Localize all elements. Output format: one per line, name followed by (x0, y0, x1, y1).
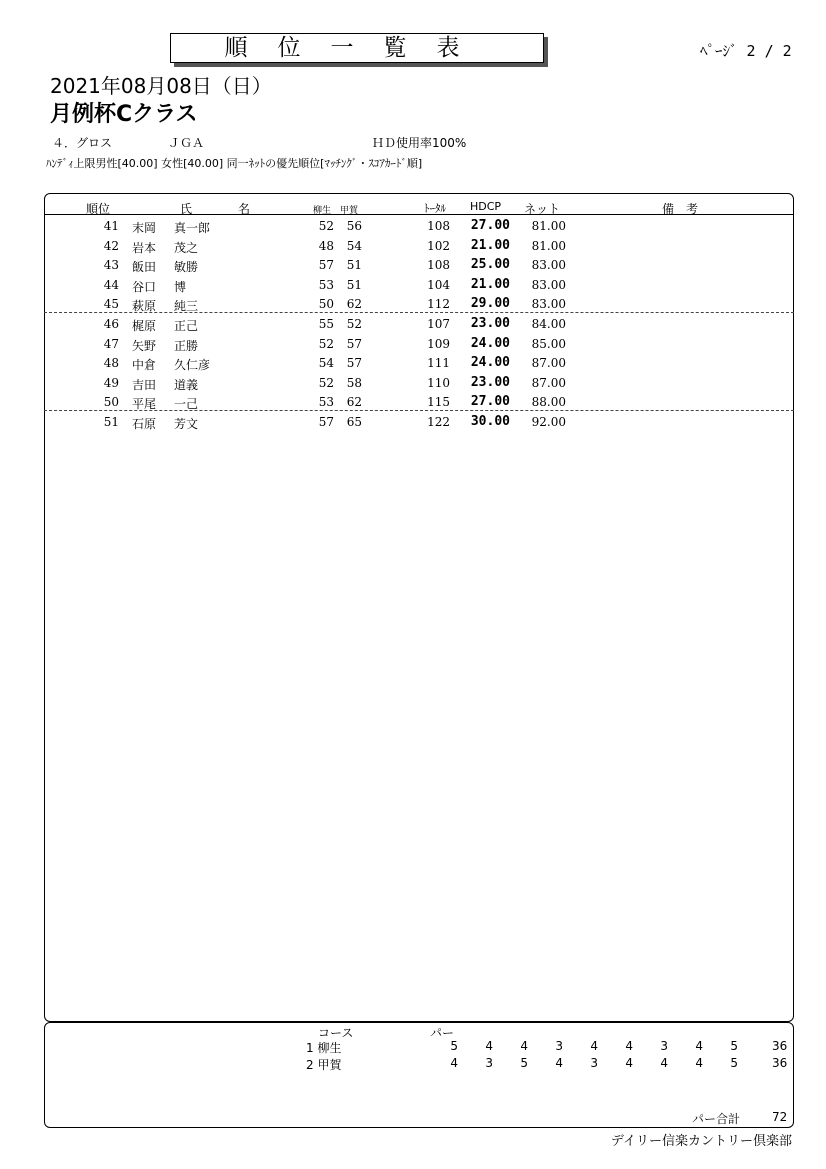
last-name: 石原 (132, 417, 157, 431)
table-row (44, 255, 794, 274)
half2-score: 51 (346, 258, 362, 273)
page-number: ﾍﾟｰｼﾞ 2 / 2 (700, 42, 792, 60)
net-score: 92.00 (531, 415, 566, 429)
half1-score: 52 (318, 375, 334, 390)
half2-score: 58 (346, 375, 362, 390)
hole-par: 5 (450, 1039, 458, 1053)
last-name: 岩本 (132, 240, 157, 255)
hole-par: 3 (485, 1056, 493, 1070)
rank: 41 (103, 219, 119, 233)
hdcp-value: 23.00 (470, 316, 510, 331)
first-name: 正己 (174, 319, 199, 333)
hole-par: 4 (695, 1056, 703, 1070)
half1-score: 52 (318, 336, 334, 351)
first-name: 博 (174, 279, 187, 294)
first-name: 茂之 (174, 240, 199, 255)
total-score: 108 (427, 219, 450, 233)
table-row (44, 236, 794, 255)
hd-rate-label: ＨＤ使用率100% (372, 136, 467, 150)
half2-score: 51 (346, 277, 362, 292)
first-name: 芳文 (174, 417, 199, 431)
hole-par: 5 (730, 1039, 738, 1053)
total-score: 112 (427, 297, 450, 312)
table-row (44, 334, 794, 353)
last-name: 中倉 (132, 358, 157, 373)
hole-par: 3 (555, 1039, 563, 1053)
course-label: コース (318, 1026, 354, 1040)
total-score: 110 (427, 375, 450, 390)
half2-score: 52 (346, 317, 362, 331)
half1-score: 52 (318, 219, 334, 233)
net-score: 81.00 (531, 219, 566, 233)
hdcp-value: 21.00 (470, 276, 510, 292)
page-title: 順位一覧表 (170, 33, 544, 63)
total-score: 108 (427, 258, 450, 273)
half1-score: 50 (318, 297, 334, 312)
hdcp-value: 25.00 (470, 257, 510, 273)
net-score: 81.00 (531, 238, 566, 253)
last-name: 平尾 (132, 397, 157, 412)
group-divider (44, 312, 794, 313)
col-half2: 甲賀 (340, 206, 359, 216)
total-score: 122 (427, 415, 450, 429)
last-name: 谷口 (132, 279, 157, 294)
half1-score: 53 (318, 395, 334, 410)
last-name: 吉田 (132, 377, 157, 392)
first-name: 一己 (174, 397, 199, 412)
col-remarks: 備 考 (662, 202, 699, 216)
half2-score: 57 (346, 356, 362, 371)
half1-score: 54 (318, 356, 334, 371)
net-score: 85.00 (531, 336, 566, 351)
total-score: 115 (427, 395, 450, 410)
event-date: 2021年08月08日（日） (50, 74, 272, 98)
hole-par: 5 (730, 1056, 738, 1070)
hdcp-value: 27.00 (470, 394, 510, 410)
rank: 44 (103, 277, 119, 292)
course-name: 2 甲賀 (306, 1058, 342, 1072)
net-score: 83.00 (531, 297, 566, 312)
col-half1: 柳生 (313, 206, 332, 216)
net-score: 87.00 (531, 375, 566, 390)
table-row (44, 275, 794, 294)
hole-par: 4 (625, 1056, 633, 1070)
rank: 49 (103, 375, 119, 390)
net-score: 88.00 (531, 395, 566, 410)
hole-par: 4 (695, 1039, 703, 1053)
half1-score: 55 (318, 317, 334, 331)
net-score: 83.00 (531, 258, 566, 273)
hole-par: 5 (520, 1056, 528, 1070)
rank: 47 (103, 336, 119, 351)
total-score: 104 (427, 277, 450, 292)
hole-par: 4 (450, 1056, 458, 1070)
event-name: 月例杯Cクラス (50, 102, 198, 127)
hole-par: 4 (590, 1039, 598, 1053)
first-name: 正勝 (174, 338, 199, 353)
table-row (44, 353, 794, 372)
table-row (44, 294, 794, 313)
table-row (44, 314, 794, 333)
net-score: 83.00 (531, 277, 566, 292)
half2-score: 54 (346, 238, 362, 253)
hole-par: 4 (625, 1039, 633, 1053)
course-par-total: 36 (772, 1039, 788, 1053)
first-name: 敏勝 (174, 260, 199, 275)
org-label: ＪＧＡ (168, 136, 205, 150)
hdcp-value: 21.00 (470, 237, 510, 253)
col-name-b: 名 (238, 202, 251, 216)
net-score: 87.00 (531, 356, 566, 371)
course-name: 1 柳生 (306, 1041, 342, 1055)
rank: 42 (103, 238, 119, 253)
first-name: 久仁彦 (174, 358, 211, 373)
total-score: 107 (427, 317, 450, 331)
hdcp-value: 29.00 (470, 296, 510, 312)
col-total: ﾄｰﾀﾙ (424, 202, 446, 215)
hole-par: 3 (590, 1056, 598, 1070)
table-row (44, 412, 794, 431)
hdcp-value: 27.00 (470, 218, 510, 233)
par-label: パー (430, 1026, 455, 1040)
rank: 43 (103, 258, 119, 273)
half1-score: 53 (318, 277, 334, 292)
half2-score: 65 (346, 415, 362, 429)
rank: 50 (103, 395, 119, 410)
rank: 45 (103, 297, 119, 312)
last-name: 梶原 (132, 319, 157, 333)
table-row (44, 373, 794, 392)
last-name: 矢野 (132, 338, 157, 353)
hdcp-value: 30.00 (470, 414, 510, 429)
first-name: 道義 (174, 377, 199, 392)
hole-par: 4 (660, 1056, 668, 1070)
first-name: 純三 (174, 299, 199, 314)
first-name: 真一郎 (174, 221, 211, 235)
rank: 51 (103, 415, 119, 429)
rank: 46 (103, 317, 119, 331)
half1-score: 57 (318, 258, 334, 273)
last-name: 飯田 (132, 260, 157, 275)
table-row (44, 392, 794, 411)
course-par-total: 36 (772, 1056, 788, 1070)
total-score: 109 (427, 336, 450, 351)
hole-par: 3 (660, 1039, 668, 1053)
last-name: 萩原 (132, 299, 157, 314)
par-total-label: パー合計 (692, 1112, 741, 1126)
rule-note: ﾊﾝﾃﾞｨ上限男性[40.00] 女性[40.00] 同一ﾈｯﾄの優先順位[ﾏｯﾁﾝｸﾞ・ｽｺｱｶｰﾄﾞ順] (46, 157, 423, 170)
col-net: ネット (524, 202, 561, 216)
hole-par: 4 (520, 1039, 528, 1053)
club-name: デイリー信楽カントリー倶楽部 (610, 1134, 792, 1149)
group-divider (44, 410, 794, 411)
hole-par: 4 (485, 1039, 493, 1053)
hole-par: 4 (555, 1056, 563, 1070)
rank: 48 (103, 356, 119, 371)
half1-score: 48 (318, 238, 334, 253)
col-rank: 順位 (86, 202, 111, 216)
hdcp-value: 24.00 (470, 355, 510, 371)
half2-score: 62 (346, 395, 362, 410)
par-total-value: 72 (772, 1110, 788, 1124)
half2-score: 56 (346, 219, 362, 233)
last-name: 末岡 (132, 221, 157, 235)
category-label: ４．グロス (52, 136, 113, 150)
course-par-frame (44, 1022, 794, 1128)
total-score: 111 (427, 356, 450, 371)
col-hdcp: HDCP (470, 200, 502, 213)
total-score: 102 (427, 238, 450, 253)
half1-score: 57 (318, 415, 334, 429)
col-name-a: 氏 (180, 202, 193, 216)
net-score: 84.00 (531, 317, 566, 331)
table-row (44, 216, 794, 235)
header-divider (44, 214, 794, 215)
hdcp-value: 23.00 (470, 374, 510, 390)
hdcp-value: 24.00 (470, 335, 510, 351)
half2-score: 57 (346, 336, 362, 351)
half2-score: 62 (346, 297, 362, 312)
